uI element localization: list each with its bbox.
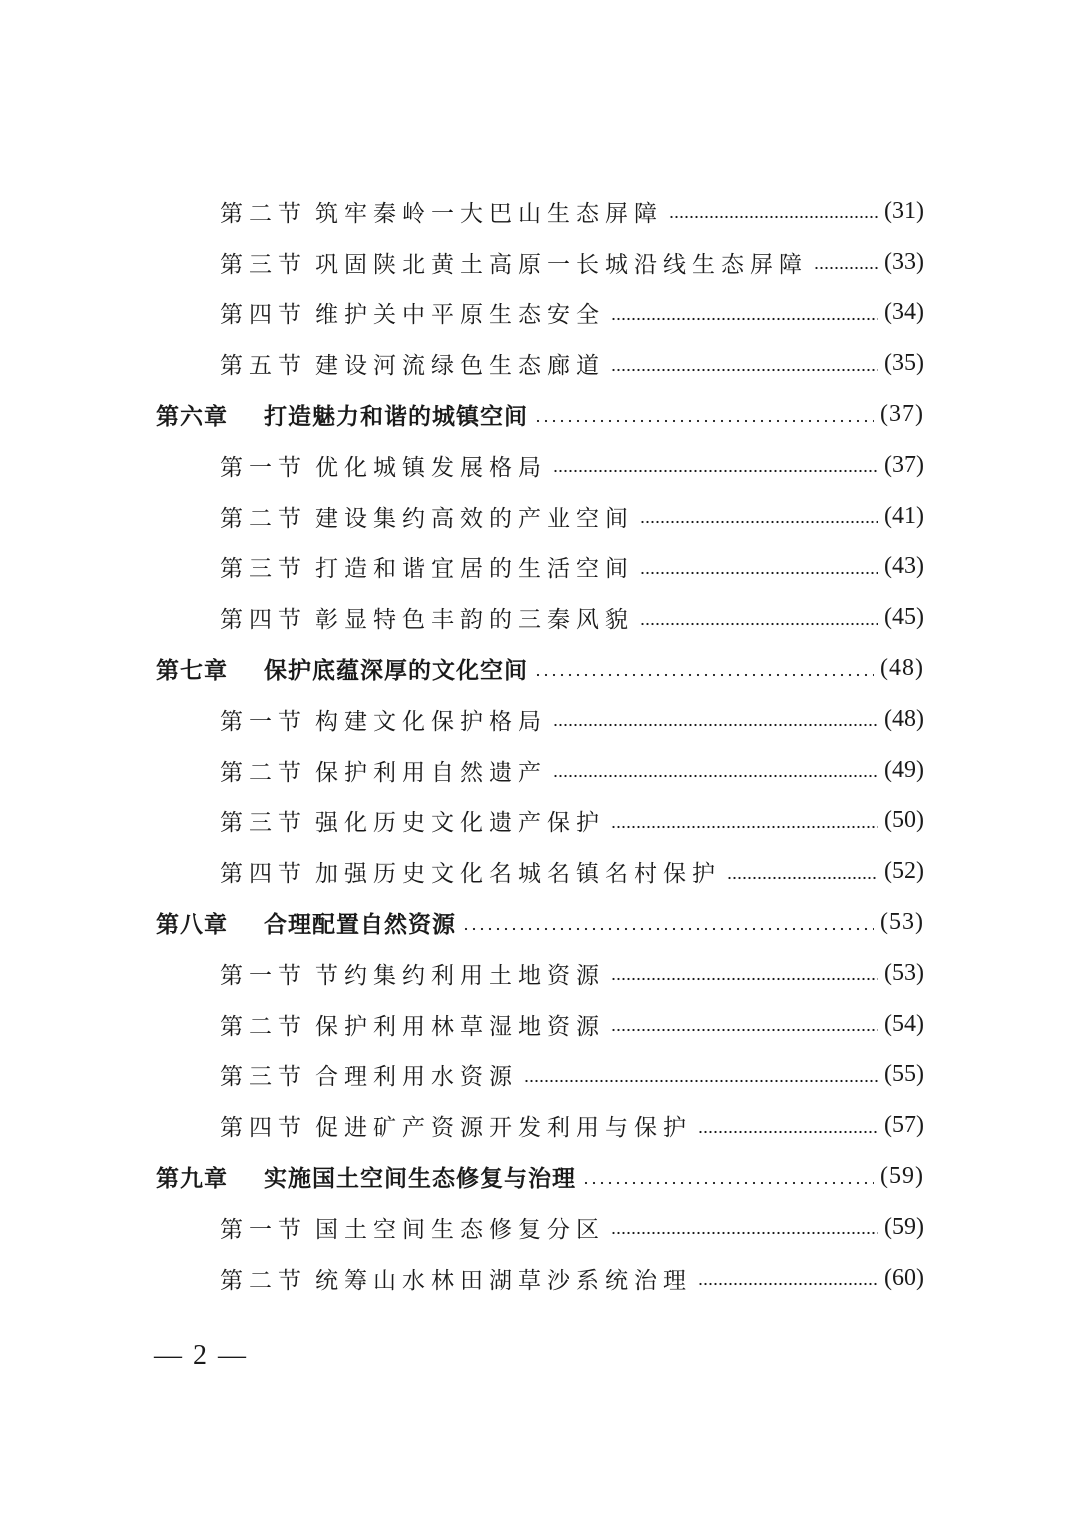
toc-chapter-page: (48) bbox=[880, 655, 924, 682]
dot-leader bbox=[553, 469, 878, 473]
toc-entry-page: (37) bbox=[884, 451, 924, 478]
toc-chapter-title: 实施国土空间生态修复与治理 bbox=[264, 1166, 576, 1193]
toc-entry[interactable] bbox=[0, 237, 1080, 288]
dot-leader bbox=[698, 1282, 878, 1286]
toc-entry-page: (45) bbox=[884, 604, 924, 631]
toc-entry-title: 筑牢秦岭一大巴山生态屏障 bbox=[315, 200, 663, 227]
dot-leader bbox=[640, 622, 878, 626]
toc-entry-page: (48) bbox=[884, 705, 924, 732]
toc-entry-number: 第三节 bbox=[220, 556, 307, 583]
toc-entry-number: 第四节 bbox=[220, 302, 307, 329]
toc-entry-number: 第一节 bbox=[220, 1216, 307, 1243]
toc-entry-title: 构建文化保护格局 bbox=[315, 708, 547, 735]
toc-entry-page: (33) bbox=[884, 248, 924, 275]
toc-entry[interactable] bbox=[0, 186, 1080, 237]
toc-entry-page: (31) bbox=[884, 197, 924, 224]
toc-entry-title: 保护利用林草湿地资源 bbox=[315, 1013, 605, 1040]
toc-entry-number: 第四节 bbox=[220, 607, 307, 634]
toc-entry[interactable] bbox=[0, 288, 1080, 339]
toc-chapter[interactable] bbox=[0, 1151, 1080, 1202]
toc-chapter-number: 第六章 bbox=[156, 404, 228, 431]
toc-entry[interactable] bbox=[0, 1253, 1080, 1304]
toc-entry-title: 保护利用自然遗产 bbox=[315, 759, 547, 786]
toc-entry-title: 维护关中平原生态安全 bbox=[315, 302, 605, 329]
toc-entry[interactable] bbox=[0, 338, 1080, 389]
toc-entry[interactable] bbox=[0, 745, 1080, 796]
dot-leader bbox=[611, 317, 878, 321]
toc-entry-page: (59) bbox=[884, 1213, 924, 1240]
dot-leader bbox=[611, 368, 878, 372]
dot-leader bbox=[534, 673, 874, 677]
toc-entry-number: 第一节 bbox=[220, 708, 307, 735]
toc-entry-title: 建设河流绿色生态廊道 bbox=[315, 353, 605, 380]
dot-leader bbox=[814, 266, 878, 270]
toc-entry-number: 第三节 bbox=[220, 810, 307, 837]
toc-entry[interactable] bbox=[0, 846, 1080, 897]
dot-leader bbox=[534, 419, 874, 423]
toc-entry-title: 强化历史文化遗产保护 bbox=[315, 810, 605, 837]
toc-entry-title: 建设集约高效的产业空间 bbox=[315, 505, 634, 532]
dot-leader bbox=[462, 927, 874, 931]
toc-entry-number: 第一节 bbox=[220, 962, 307, 989]
dot-leader bbox=[611, 825, 878, 829]
toc-chapter[interactable] bbox=[0, 897, 1080, 948]
toc-entry-number: 第二节 bbox=[220, 505, 307, 532]
toc-entry[interactable] bbox=[0, 694, 1080, 745]
page-number: — 2 — bbox=[154, 1340, 248, 1371]
toc-entry-title: 彰显特色丰韵的三秦风貌 bbox=[315, 607, 634, 634]
dot-leader bbox=[553, 774, 878, 778]
toc-entry-number: 第四节 bbox=[220, 1115, 307, 1142]
toc-entry-number: 第三节 bbox=[220, 251, 307, 278]
toc-entry[interactable] bbox=[0, 948, 1080, 999]
toc-entry-title: 国土空间生态修复分区 bbox=[315, 1216, 605, 1243]
dot-leader bbox=[669, 215, 878, 219]
toc-entry-page: (55) bbox=[884, 1061, 924, 1088]
toc-entry-number: 第二节 bbox=[220, 200, 307, 227]
toc-entry-title: 巩固陕北黄土高原一长城沿线生态屏障 bbox=[315, 251, 808, 278]
toc-chapter-number: 第九章 bbox=[156, 1166, 228, 1193]
toc-entry-page: (57) bbox=[884, 1112, 924, 1139]
toc-entry-page: (50) bbox=[884, 807, 924, 834]
toc-entry-page: (35) bbox=[884, 350, 924, 377]
toc-entry-title: 打造和谐宜居的生活空间 bbox=[315, 556, 634, 583]
toc-entry-title: 节约集约利用土地资源 bbox=[315, 962, 605, 989]
toc-entry-title: 加强历史文化名城名镇名村保护 bbox=[315, 861, 721, 888]
toc-entry-number: 第五节 bbox=[220, 353, 307, 380]
toc-entry-number: 第一节 bbox=[220, 454, 307, 481]
dot-leader bbox=[727, 876, 878, 880]
toc-chapter[interactable] bbox=[0, 389, 1080, 440]
toc-entry[interactable] bbox=[0, 592, 1080, 643]
toc-chapter[interactable] bbox=[0, 643, 1080, 694]
toc-entry-page: (54) bbox=[884, 1010, 924, 1037]
toc-entry[interactable] bbox=[0, 440, 1080, 491]
toc-entry-number: 第四节 bbox=[220, 861, 307, 888]
dot-leader bbox=[582, 1181, 874, 1185]
toc-chapter-number: 第八章 bbox=[156, 912, 228, 939]
toc-entry[interactable] bbox=[0, 796, 1080, 847]
toc-chapter-page: (53) bbox=[880, 909, 924, 936]
toc-entry[interactable] bbox=[0, 491, 1080, 542]
toc-entry-page: (43) bbox=[884, 553, 924, 580]
dot-leader bbox=[611, 977, 878, 981]
toc-chapter-page: (37) bbox=[880, 401, 924, 428]
toc-entry-page: (52) bbox=[884, 858, 924, 885]
toc-entry-number: 第二节 bbox=[220, 759, 307, 786]
toc-entry-title: 统筹山水林田湖草沙系统治理 bbox=[315, 1267, 692, 1294]
toc-entry-number: 第二节 bbox=[220, 1267, 307, 1294]
toc-chapter-title: 保护底蕴深厚的文化空间 bbox=[264, 658, 528, 685]
toc-entry-page: (34) bbox=[884, 299, 924, 326]
toc-entry[interactable] bbox=[0, 1100, 1080, 1151]
dot-leader bbox=[640, 571, 878, 575]
toc-entry[interactable] bbox=[0, 1050, 1080, 1101]
toc-entry-page: (60) bbox=[884, 1264, 924, 1291]
dot-leader bbox=[611, 1231, 878, 1235]
toc-entry-title: 优化城镇发展格局 bbox=[315, 454, 547, 481]
toc-entry[interactable] bbox=[0, 999, 1080, 1050]
toc-entry-title: 合理利用水资源 bbox=[315, 1064, 518, 1091]
toc-chapter-page: (59) bbox=[880, 1163, 924, 1190]
toc-entry-page: (41) bbox=[884, 502, 924, 529]
toc-entry-number: 第二节 bbox=[220, 1013, 307, 1040]
dot-leader bbox=[524, 1079, 878, 1083]
toc-chapter-title: 合理配置自然资源 bbox=[264, 912, 456, 939]
table-of-contents bbox=[0, 186, 1080, 1304]
toc-entry[interactable] bbox=[0, 1202, 1080, 1253]
toc-chapter-number: 第七章 bbox=[156, 658, 228, 685]
toc-entry-page: (49) bbox=[884, 756, 924, 783]
toc-entry-number: 第三节 bbox=[220, 1064, 307, 1091]
toc-entry-title: 促进矿产资源开发利用与保护 bbox=[315, 1115, 692, 1142]
dot-leader bbox=[553, 723, 878, 727]
dot-leader bbox=[698, 1130, 878, 1134]
dot-leader bbox=[640, 520, 878, 524]
toc-entry[interactable] bbox=[0, 542, 1080, 593]
toc-chapter-title: 打造魅力和谐的城镇空间 bbox=[264, 404, 528, 431]
toc-entry-page: (53) bbox=[884, 959, 924, 986]
dot-leader bbox=[611, 1028, 878, 1032]
